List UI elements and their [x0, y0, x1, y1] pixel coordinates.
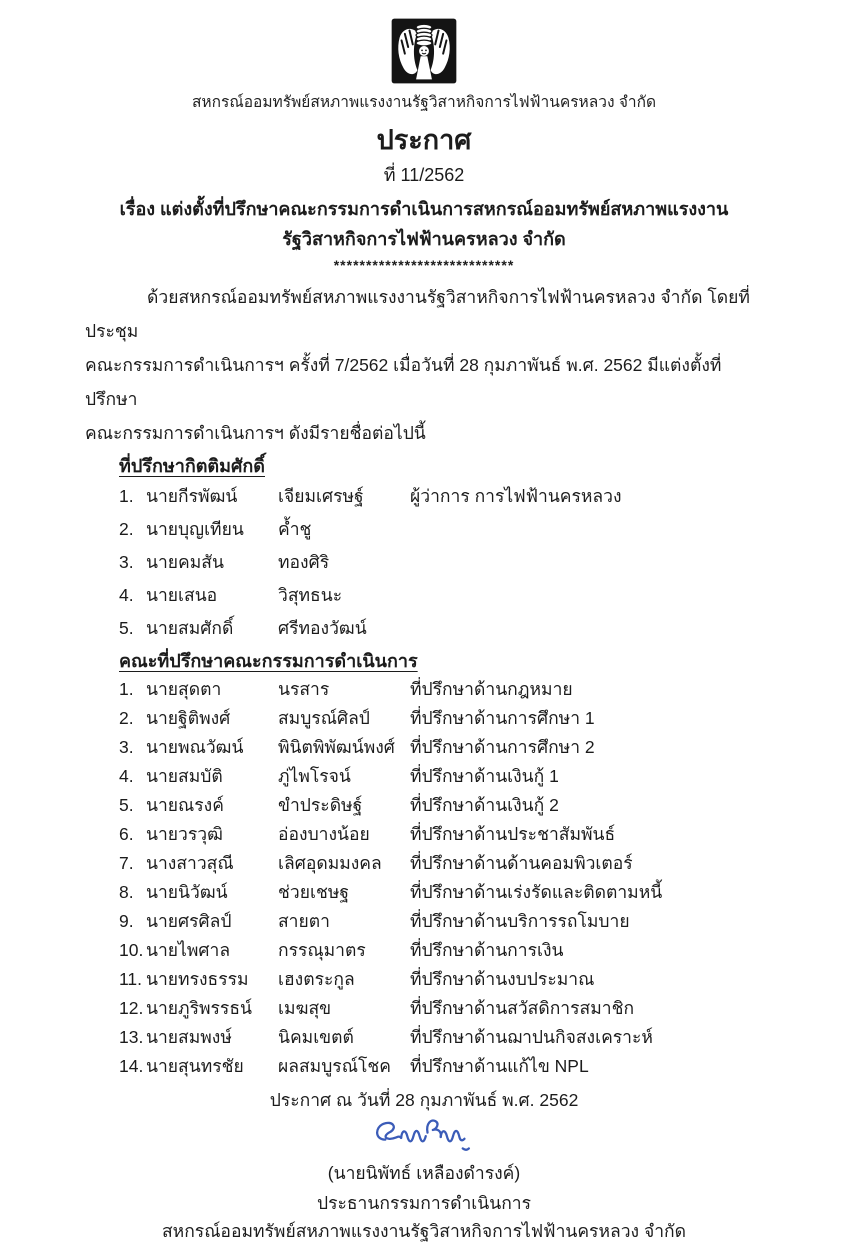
advisor-role: ที่ปรึกษาด้านกฎหมาย: [410, 679, 573, 699]
advisor-first-name: นายทรงธรรม: [146, 969, 249, 989]
advisor-number: 5.: [119, 795, 134, 815]
subject-line-2: รัฐวิสาหกิจการไฟฟ้านครหลวง จำกัด: [282, 229, 566, 249]
advisor-role: ที่ปรึกษาด้านงบประมาณ: [410, 969, 595, 989]
advisor-first-name: นายสมบัติ: [146, 766, 223, 786]
advisor-number: 1.: [119, 679, 134, 699]
advisor-first-name: นายเสนอ: [146, 585, 218, 605]
advisor-first-name: นายนิวัฒน์: [146, 882, 228, 902]
advisor-row: [119, 579, 798, 612]
asterisk-divider: ****************************: [333, 257, 515, 273]
advisor-surname: พินิตพิพัฒน์พงศ์: [278, 737, 395, 757]
signer-name: (นายนิพัทธ์ เหลืองดำรงค์): [327, 1163, 521, 1183]
advisor-surname: เจียมเศรษฐ์: [278, 486, 364, 506]
advisor-first-name: นายไพศาล: [146, 940, 231, 960]
advisor-number: 1.: [119, 486, 134, 506]
board-advisors-heading: คณะที่ปรึกษาคณะกรรมการดำเนินการ: [119, 651, 418, 671]
coop-union-emblem-icon: [391, 18, 457, 84]
advisor-row: [119, 791, 798, 820]
advisor-number: 3.: [119, 552, 134, 572]
advisor-row: [119, 849, 798, 878]
signer-organization: สหกรณ์ออมทรัพย์สหภาพแรงงานรัฐวิสาหกิจการไฟฟ้านครหลวง จำกัด: [161, 1221, 686, 1241]
advisor-number: 9.: [119, 911, 134, 931]
advisor-role: ที่ปรึกษาด้านการศึกษา 1: [410, 708, 595, 728]
body-line: ด้วยสหกรณ์ออมทรัพย์สหภาพแรงงานรัฐวิสาหกิจการไฟฟ้านครหลวง จำกัด โดยที่ประชุม: [85, 287, 750, 341]
body-line: คณะกรรมการดำเนินการฯ ครั้งที่ 7/2562 เมื่อวันที่ 28 กุมภาพันธ์ พ.ศ. 2562 มีแต่งตั้งที่ปรึกษา: [85, 355, 722, 409]
advisor-number: 7.: [119, 853, 134, 873]
advisor-number: 2.: [119, 708, 134, 728]
honorary-advisors-heading: ที่ปรึกษากิตติมศักดิ์: [119, 456, 265, 476]
advisor-first-name: นางสาวสุณี: [146, 853, 234, 873]
announcement-document: [0, 18, 848, 1241]
advisor-row: [119, 675, 798, 704]
advisor-first-name: นายสุดตา: [146, 679, 222, 699]
advisor-number: 5.: [119, 618, 134, 638]
advisor-row: [119, 965, 798, 994]
advisor-surname: นิคมเขตต์: [278, 1027, 354, 1047]
advisor-surname: วิสุทธนะ: [278, 585, 343, 605]
advisor-first-name: นายสมศักดิ์: [146, 618, 234, 638]
advisor-row: [119, 907, 798, 936]
board-advisors-list: [119, 675, 798, 1081]
advisor-row: [119, 480, 798, 513]
advisor-first-name: นายพณวัฒน์: [146, 737, 244, 757]
advisor-role: ที่ปรึกษาด้านบริการรถโมบาย: [410, 911, 630, 931]
advisor-number: 14.: [119, 1056, 144, 1076]
advisor-role: ที่ปรึกษาด้านการศึกษา 2: [410, 737, 595, 757]
advisor-first-name: นายภูริพรรธน์: [146, 998, 252, 1018]
advisor-first-name: นายคมสัน: [146, 552, 224, 572]
advisor-number: 10.: [119, 940, 144, 960]
organization-name: สหกรณ์ออมทรัพย์สหภาพแรงงานรัฐวิสาหกิจการไฟฟ้านครหลวง จำกัด: [191, 94, 657, 111]
body-paragraph: [85, 280, 768, 450]
advisor-row: [119, 546, 798, 579]
advisor-surname: เฮงตระกูล: [278, 969, 355, 989]
advisor-row: [119, 936, 798, 965]
advisor-first-name: นายสมพงษ์: [146, 1027, 232, 1047]
advisor-number: 11.: [119, 969, 143, 989]
advisor-surname: ภู่ไพโรจน์: [278, 766, 351, 786]
honorary-advisors-list: [119, 480, 798, 645]
advisor-row: [119, 1023, 798, 1052]
advisor-row: [119, 994, 798, 1023]
advisor-surname: อ่องบางน้อย: [278, 824, 370, 844]
advisor-row: [119, 762, 798, 791]
advisor-number: 12.: [119, 998, 144, 1018]
advisor-role: ที่ปรึกษาด้านการเงิน: [410, 940, 564, 960]
advisor-first-name: นายกีรพัฒน์: [146, 486, 238, 506]
document-number: ที่ 11/2562: [383, 165, 465, 185]
advisor-number: 2.: [119, 519, 134, 539]
announcement-date: ประกาศ ณ วันที่ 28 กุมภาพันธ์ พ.ศ. 2562: [269, 1090, 579, 1110]
advisor-first-name: นายฐิติพงศ์: [146, 708, 231, 728]
advisor-row: [119, 513, 798, 546]
signature-icon: [365, 1115, 483, 1159]
advisor-surname: นรสาร: [278, 679, 330, 699]
document-title: ประกาศ: [376, 125, 472, 155]
advisor-surname: ขำประดิษฐ์: [278, 795, 363, 815]
advisor-role: ที่ปรึกษาด้านด้านคอมพิวเตอร์: [410, 853, 633, 873]
advisor-number: 13.: [119, 1027, 144, 1047]
advisor-role: ที่ปรึกษาด้านสวัสดิการสมาชิก: [410, 998, 635, 1018]
advisor-role: ที่ปรึกษาด้านเงินกู้ 1: [410, 766, 559, 786]
signer-title: ประธานกรรมการดำเนินการ: [316, 1193, 532, 1213]
advisor-surname: ศรีทองวัฒน์: [278, 618, 367, 638]
advisor-number: 4.: [119, 766, 134, 786]
advisor-surname: ทองศิริ: [278, 552, 330, 572]
advisor-first-name: นายวรวุฒิ: [146, 824, 223, 844]
advisor-row: [119, 733, 798, 762]
advisor-row: [119, 612, 798, 645]
advisor-row: [119, 878, 798, 907]
advisor-role: ที่ปรึกษาด้านประชาสัมพันธ์: [410, 824, 616, 844]
advisor-row: [119, 704, 798, 733]
subject-line-1: เรื่อง แต่งตั้งที่ปรึกษาคณะกรรมการดำเนินการสหกรณ์ออมทรัพย์สหภาพแรงงาน: [119, 199, 729, 219]
advisor-first-name: นายศรศิลป์: [146, 911, 232, 931]
advisor-role: ที่ปรึกษาด้านฌาปนกิจสงเคราะห์: [410, 1027, 653, 1047]
advisor-number: 8.: [119, 882, 134, 902]
advisor-number: 3.: [119, 737, 134, 757]
advisor-first-name: นายบุญเทียน: [146, 519, 244, 539]
advisor-surname: สมบูรณ์ศิลป์: [278, 708, 370, 728]
advisor-surname: เลิศอุดมมงคล: [278, 853, 382, 873]
advisor-number: 4.: [119, 585, 134, 605]
advisor-surname: ช่วยเชษฐ: [278, 882, 350, 902]
advisor-role: ผู้ว่าการ การไฟฟ้านครหลวง: [410, 486, 622, 506]
advisor-row: [119, 1052, 798, 1081]
advisor-role: ที่ปรึกษาด้านเงินกู้ 2: [410, 795, 559, 815]
advisor-surname: สายตา: [278, 911, 330, 931]
advisor-number: 6.: [119, 824, 134, 844]
advisor-surname: ค้ำชู: [278, 519, 312, 539]
advisor-first-name: นายณรงค์: [146, 795, 224, 815]
advisor-surname: ผลสมบูรณ์โชค: [278, 1056, 391, 1076]
body-line: คณะกรรมการดำเนินการฯ ดังมีรายชื่อต่อไปนี้: [85, 423, 426, 443]
advisor-role: ที่ปรึกษาด้านเร่งรัดและติดตามหนี้: [410, 882, 663, 902]
advisor-surname: เมฆสุข: [278, 998, 332, 1018]
advisor-row: [119, 820, 798, 849]
advisor-surname: กรรณุมาตร: [278, 940, 366, 960]
advisor-role: ที่ปรึกษาด้านแก้ไข NPL: [410, 1056, 589, 1076]
advisor-first-name: นายสุนทรชัย: [146, 1056, 244, 1076]
